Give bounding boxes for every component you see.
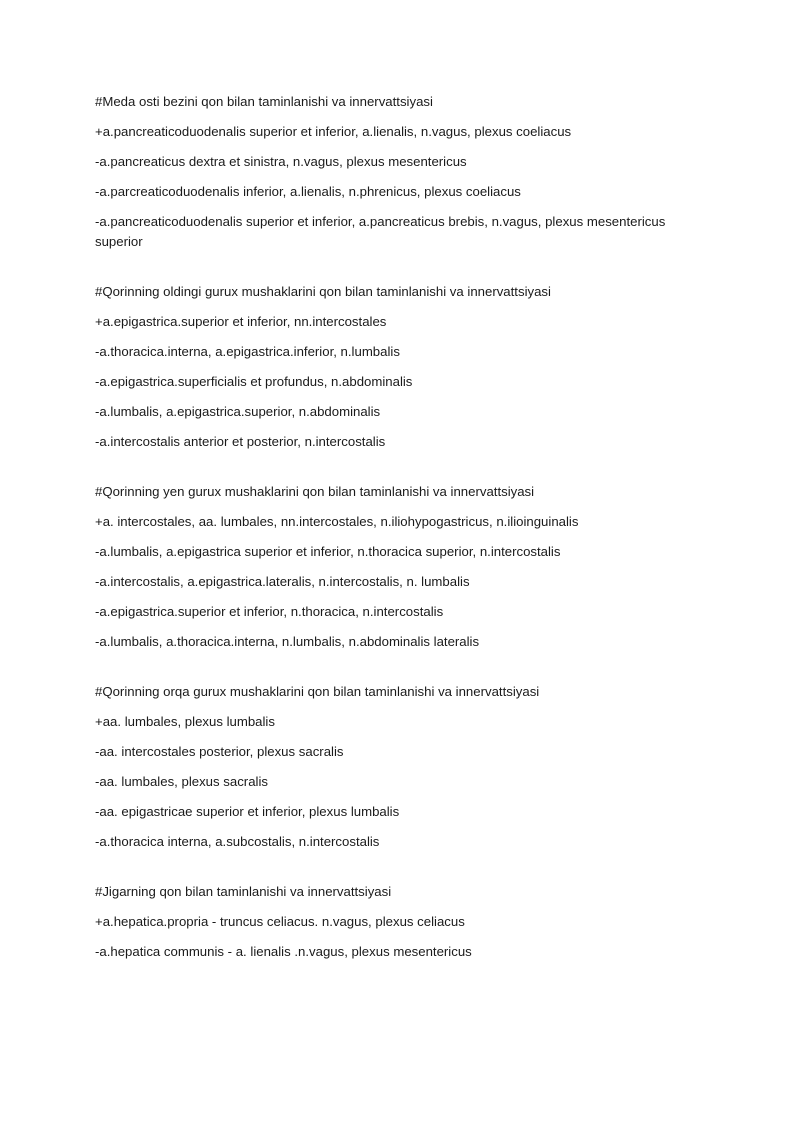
- answer-option-correct: +a. intercostales, aa. lumbales, nn.intercostales, n.iliohypogastricus, n.ilioinguinalis: [95, 514, 579, 529]
- answer-option-correct: +aa. lumbales, plexus lumbalis: [95, 714, 275, 729]
- answer-option: -a.lumbalis, a.thoracica.interna, n.lumbalis, n.abdominalis lateralis: [95, 634, 480, 649]
- question-block: [95, 282, 705, 452]
- answer-option: -a.intercostalis anterior et posterior, n.intercostalis: [95, 434, 386, 449]
- document-content: [95, 92, 705, 992]
- answer-option: -a.pancreaticoduodenalis superior et inferior, a.pancreaticus brebis, n.vagus, plexus mesentericus superior: [95, 214, 666, 249]
- answer-option: -a.lumbalis, a.epigastrica superior et inferior, n.thoracica superior, n.intercostalis: [95, 544, 561, 559]
- question-block: [95, 482, 705, 652]
- question-block: [95, 682, 705, 852]
- question-text: #Qorinning yen gurux mushaklarini qon bilan taminlanishi va innervattsiyasi: [95, 484, 535, 499]
- question-text: #Qorinning oldingi gurux mushaklarini qon bilan taminlanishi va innervattsiyasi: [95, 284, 551, 299]
- question-text: #Qorinning orqa gurux mushaklarini qon bilan taminlanishi va innervattsiyasi: [95, 684, 540, 699]
- answer-option-correct: +a.hepatica.propria - truncus celiacus. n.vagus, plexus celiacus: [95, 914, 465, 929]
- answer-option: -aa. epigastricae superior et inferior, plexus lumbalis: [95, 804, 400, 819]
- answer-option: -a.parcreaticoduodenalis inferior, a.lienalis, n.phrenicus, plexus coeliacus: [95, 184, 521, 199]
- answer-option: -a.thoracica.interna, a.epigastrica.inferior, n.lumbalis: [95, 344, 400, 359]
- question-block: [95, 92, 705, 252]
- question-block: [95, 882, 705, 962]
- answer-option: -a.epigastrica.superficialis et profundus, n.abdominalis: [95, 374, 413, 389]
- answer-option-correct: +a.epigastrica.superior et inferior, nn.intercostales: [95, 314, 387, 329]
- question-text: #Meda osti bezini qon bilan taminlanishi va innervattsiyasi: [95, 94, 433, 109]
- answer-option: -a.epigastrica.superior et inferior, n.thoracica, n.intercostalis: [95, 604, 444, 619]
- question-text: #Jigarning qon bilan taminlanishi va innervattsiyasi: [95, 884, 392, 899]
- answer-option: -aa. intercostales posterior, plexus sacralis: [95, 744, 344, 759]
- answer-option: -a.pancreaticus dextra et sinistra, n.vagus, plexus mesentericus: [95, 154, 467, 169]
- answer-option-correct: +a.pancreaticoduodenalis superior et inferior, a.lienalis, n.vagus, plexus coeliacus: [95, 124, 572, 139]
- answer-option: -aa. lumbales, plexus sacralis: [95, 774, 268, 789]
- answer-option: -a.intercostalis, a.epigastrica.lateralis, n.intercostalis, n. lumbalis: [95, 574, 470, 589]
- answer-option: -a.hepatica communis - a. lienalis .n.vagus, plexus mesentericus: [95, 944, 472, 959]
- answer-option: -a.thoracica interna, a.subcostalis, n.intercostalis: [95, 834, 380, 849]
- answer-option: -a.lumbalis, a.epigastrica.superior, n.abdominalis: [95, 404, 381, 419]
